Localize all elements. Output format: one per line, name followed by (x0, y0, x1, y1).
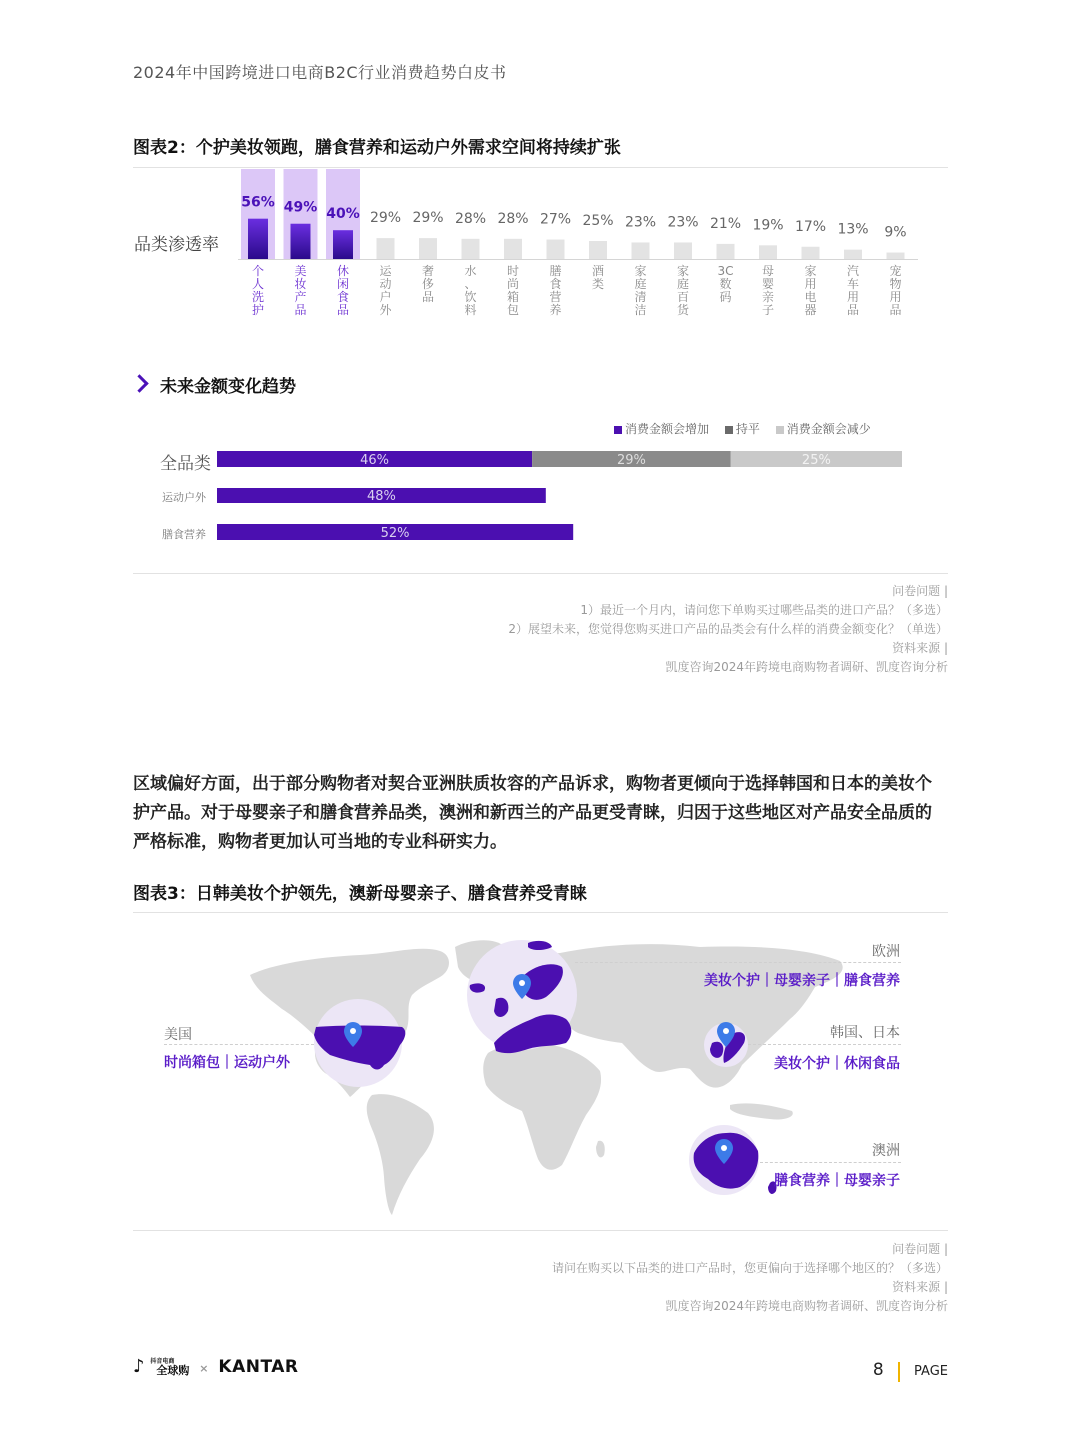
trend-row-label: 全品类 (160, 454, 211, 474)
bar-个人洗护 (248, 219, 268, 259)
category-label-part: 庭 (634, 277, 647, 291)
page-separator (898, 1362, 900, 1382)
category-label (422, 264, 434, 304)
region-paragraph: 区域偏好方面，出于部分购物者对契合亚洲肤质妆容的产品诉求，购物者更倾向于选择韩国和日本的美妆个护产品。对于母婴亲子和膳食营养品类，澳洲和新西兰的产品更受青睐，归因于这些地区对产品安全品质的严格标准，购物者更加认可当地的专业科研实力。 (133, 774, 932, 852)
brand1-logo: 全球购 (156, 1364, 190, 1377)
category-label (549, 263, 561, 317)
pin-dot (721, 1145, 727, 1151)
category-label-part: 箱 (506, 290, 520, 304)
region-australia-name: 澳洲 (872, 1143, 900, 1159)
bar-value-label: 23% (624, 214, 657, 231)
trend-legend (614, 420, 871, 437)
category-label-part: 物 (889, 277, 902, 291)
source-text: 凯度咨询2024年跨境电商购物者调研、凯度咨询分析 (665, 1299, 948, 1313)
category-label-part: 户 (379, 290, 392, 304)
bar-宠物用品 (887, 253, 905, 259)
category-label-part: 清 (634, 290, 647, 304)
bar-value-label: 29% (369, 210, 402, 227)
chevron-right-icon (130, 374, 148, 392)
category-label-part: 美 (294, 264, 307, 278)
category-label-part: 子 (761, 303, 775, 317)
question-heading: 问卷问题 | (892, 1242, 948, 1256)
category-label-part: 百 (676, 290, 690, 304)
category-label-part: 运 (379, 264, 392, 278)
trend-title-text: 未来金额变化趋势 (160, 377, 296, 397)
category-label-part: 码 (719, 290, 732, 304)
penetration-bar-chart (0, 165, 1080, 325)
page-number: 8 (872, 1360, 884, 1380)
region-europe-leader (575, 962, 901, 963)
bar-value-label: 29% (412, 210, 444, 227)
category-label-part: 亲 (761, 290, 775, 304)
bar-value-label: 9% (884, 224, 907, 241)
category-label-part: 家 (634, 264, 647, 278)
category-label-part: 品 (846, 303, 860, 317)
bar-value-label: 25% (582, 213, 614, 229)
category-label (762, 264, 774, 317)
region-korea-japan-name: 韩国、日本 (830, 1025, 900, 1041)
category-label (337, 264, 349, 317)
category-label (677, 263, 690, 317)
bar-酒类 (589, 241, 607, 259)
trend-bar-value-label: 48% (366, 489, 396, 504)
category-label-part: 家 (676, 264, 690, 278)
category-label-part: 妆 (294, 277, 307, 291)
region-usa-categories: 时尚箱包｜运动户外 (164, 1055, 290, 1071)
category-label-part: 包 (506, 303, 520, 317)
pin-dot (519, 980, 525, 986)
bar-母婴亲子 (759, 245, 777, 259)
bar-家庭清洁 (632, 242, 650, 259)
bar-value-label: 28% (454, 210, 487, 227)
notes1-divider (133, 573, 948, 574)
bar-奢侈品 (419, 238, 437, 259)
category-label (464, 263, 476, 317)
map-indonesia (730, 1103, 793, 1119)
bar-家用电器 (802, 247, 820, 259)
region-usa-leader (164, 1044, 314, 1045)
region-korea-japan-leader (748, 1044, 901, 1045)
category-label-part: 酒 (591, 264, 605, 278)
trend-bar-value-label: 25% (801, 453, 831, 468)
footer-brands (133, 1356, 299, 1377)
category-label-part: 奢 (421, 264, 435, 278)
legend-label: 持平 (735, 422, 760, 436)
category-label (889, 263, 901, 317)
map-madagascar (596, 1141, 605, 1158)
question-1: 请问在购买以下品类的进口产品时，您更偏向于选择哪个地区的？（多选） (551, 1261, 948, 1275)
map-south-america (367, 1094, 434, 1215)
category-label-part: 膳 (549, 264, 562, 278)
bar-value-label: 27% (539, 211, 572, 228)
penetration-label: 品类渗透率 (134, 235, 219, 255)
question-1: 1）最近一个月内，请问您下单购买过哪些品类的进口产品？（多选） (580, 603, 948, 617)
category-label-part: 洗 (251, 290, 265, 304)
category-label-part: 人 (251, 277, 265, 291)
region-korea-japan-categories: 美妆个护｜休闲食品 (774, 1056, 900, 1072)
pin-dot (723, 1028, 729, 1034)
kantar-logo: KANTAR (218, 1357, 299, 1377)
bar-汽车用品 (844, 250, 862, 259)
legend-item-flat (725, 422, 760, 436)
bar-value-label: 19% (752, 217, 784, 234)
document-title: 2024年中国跨境进口电商B2C行业消费趋势白皮书 (133, 63, 507, 82)
bar-水、饮料 (462, 239, 480, 259)
category-label-part: 侈 (421, 277, 435, 291)
category-label-part: 个 (251, 264, 265, 278)
category-label-part: 用 (846, 290, 860, 304)
category-label-part: 动 (379, 277, 392, 291)
category-label (252, 264, 264, 317)
footer-times: × (199, 1362, 209, 1375)
category-label (379, 264, 392, 317)
category-label-part: 车 (846, 277, 860, 291)
category-label-part: 食 (549, 277, 562, 291)
source-heading: 资料来源 | (892, 1280, 948, 1294)
category-label (592, 264, 604, 291)
category-label (717, 264, 733, 304)
category-label-part: 、 (464, 277, 477, 291)
bar-value-label: 49% (283, 199, 318, 216)
trend-row-label: 运动户外 (162, 491, 206, 504)
legend-label: 消费金额会减少 (786, 422, 871, 436)
category-label-part: 品 (294, 303, 307, 317)
category-label-part: 3C (717, 264, 734, 278)
question-heading: 问卷问题 | (892, 584, 948, 598)
map-africa (483, 1043, 601, 1170)
bar-value-label: 56% (241, 194, 275, 211)
bar-运动户外 (377, 238, 395, 259)
category-label-part: 品 (336, 303, 350, 317)
category-label (847, 264, 859, 317)
bar-3C数码 (717, 244, 735, 259)
pin-dot (350, 1028, 356, 1034)
trend-bar-value-label: 52% (380, 526, 410, 541)
category-label-part: 护 (251, 303, 265, 317)
category-label-part: 时 (506, 264, 520, 278)
bar-value-label: 28% (497, 210, 529, 227)
bar-膳食营养 (547, 240, 565, 259)
category-label-part: 数 (719, 277, 732, 291)
category-label-part: 食 (336, 290, 350, 304)
category-label-part: 器 (804, 303, 817, 317)
category-label (507, 263, 519, 317)
category-label-part: 休 (336, 264, 350, 278)
figure2-title: 图表2：个护美妆领跑，膳食营养和运动户外需求空间将持续扩张 (133, 138, 621, 158)
question-2: 2）展望未来，您觉得您购买进口产品的品类会有什么样的消费金额变化？（单选） (508, 622, 948, 636)
category-label-part: 品 (889, 303, 902, 317)
category-label-part: 用 (804, 277, 817, 291)
legend-label: 消费金额会增加 (625, 422, 710, 436)
bar-value-label: 17% (794, 218, 827, 235)
category-label-part: 用 (889, 290, 902, 304)
category-label-part: 饮 (464, 290, 477, 304)
category-label-part: 尚 (506, 277, 520, 291)
figure3-divider (133, 912, 948, 913)
trend-bar-value-label: 29% (616, 453, 646, 468)
region-australia-categories: 膳食营养｜母婴亲子 (774, 1173, 900, 1189)
bar-value-label: 13% (837, 221, 869, 238)
bar-value-label: 40% (326, 206, 360, 223)
trend-stacked-bar-chart (0, 440, 1080, 550)
brand1-small: 抖音电商 (150, 1358, 175, 1365)
legend-item-decrease (776, 422, 871, 436)
category-label-part: 婴 (761, 277, 775, 291)
category-label-part: 庭 (676, 277, 690, 291)
category-label-part: 营 (549, 290, 562, 304)
source-text: 凯度咨询2024年跨境电商购物者调研、凯度咨询分析 (665, 660, 948, 674)
category-label-part: 水 (464, 264, 477, 278)
category-label-part: 闲 (336, 277, 350, 291)
page-label: PAGE (914, 1364, 948, 1379)
trend-bar-value-label: 46% (360, 453, 390, 468)
notes2-divider (133, 1230, 948, 1231)
bar-美妆产品 (291, 224, 311, 259)
category-label-part: 货 (676, 303, 690, 317)
notes2 (552, 1240, 948, 1316)
legend-item-increase (614, 422, 709, 436)
tiktok-logo-icon: ♪ (133, 1356, 145, 1377)
trend-section-title (133, 372, 296, 397)
category-label (804, 263, 816, 317)
bar-休闲食品 (333, 230, 353, 259)
category-label-part: 家 (804, 264, 817, 278)
category-label-part: 产 (294, 290, 307, 304)
category-label-part: 电 (804, 290, 817, 304)
trend-row-label: 膳食营养 (162, 528, 206, 541)
region-europe-name: 欧洲 (872, 944, 900, 960)
region-europe-categories: 美妆个护｜母婴亲子｜膳食营养 (704, 973, 900, 989)
category-label-part: 外 (379, 303, 392, 317)
category-label-part: 宠 (889, 264, 902, 278)
category-label-part: 母 (761, 264, 775, 278)
category-label (634, 263, 646, 317)
bar-value-label: 21% (709, 215, 742, 232)
world-map (0, 915, 1080, 1215)
category-label-part: 类 (591, 277, 605, 291)
source-heading: 资料来源 | (892, 641, 948, 655)
category-label-part: 品 (421, 290, 435, 304)
page-indicator (873, 1360, 948, 1382)
bar-时尚箱包 (504, 239, 522, 259)
notes1 (508, 582, 948, 677)
bar-家庭百货 (674, 242, 692, 259)
category-label-part: 养 (549, 303, 562, 317)
category-label (294, 264, 306, 317)
category-label-part: 洁 (634, 303, 647, 317)
bar-value-label: 23% (667, 214, 699, 231)
category-label-part: 汽 (846, 264, 860, 278)
region-australia-leader (760, 1162, 901, 1163)
figure3-title: 图表3：日韩美妆个护领先，澳新母婴亲子、膳食营养受青睐 (133, 884, 587, 904)
category-label-part: 料 (464, 303, 477, 317)
region-usa-name: 美国 (164, 1027, 192, 1043)
